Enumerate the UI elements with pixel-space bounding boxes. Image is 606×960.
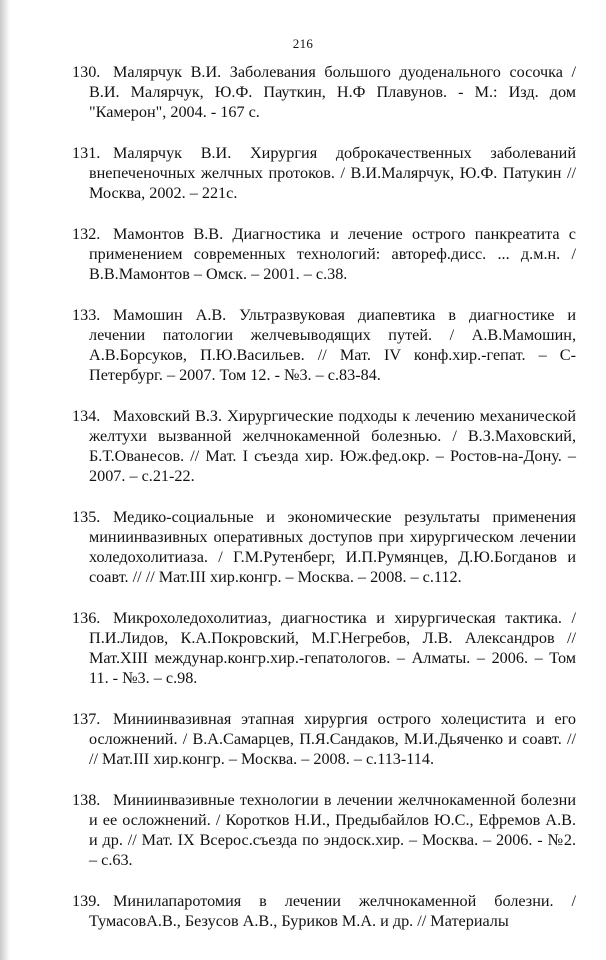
reference-number: 137.: [72, 710, 101, 728]
reference-item: [72, 507, 576, 587]
reference-item: [72, 790, 576, 870]
reference-text: Минилапаротомия в лечении желчнокаменной болезни. / ТумасовА.В., Безусов А.В., Буриков М.А. и др. // Материалы: [89, 892, 576, 930]
reference-text: Мамонтов В.В. Диагностика и лечение острого панкреатита с применением современных технологий: автореф.дисс. ... д.м.н. / В.В.Мамонтов – Омск. – 2001. – с.38.: [89, 225, 576, 283]
reference-text: Маховский В.З. Хирургические подходы к лечению механической желтухи вызванной желчнокаменной болезнью. / В.З.Маховский, Б.Т.Ованесов. // Мат. I съезда хир. Юж.фед.окр. – Ростов-на-Дону. – 2007. – с.21-22.: [89, 407, 576, 485]
reference-item: [72, 709, 576, 769]
reference-number: 131.: [72, 144, 101, 162]
reference-item: [72, 406, 576, 486]
reference-item: [72, 62, 576, 122]
reference-text: Микрохоледохолитиаз, диагностика и хирургическая тактика. / П.И.Лидов, К.А.Покровский, М.Г.Негребов, Л.В. Александров // Мат.XIII междунар.конгр.хир.-гепатологов. – Алматы. – 2006. – Том 11. - №3. – с.98.: [89, 609, 576, 687]
reference-text: Малярчук В.И. Заболевания большого дуоденального сосочка / В.И. Малярчук, Ю.Ф. Пауткин, Н.Ф Плавунов. - М.: Изд. дом "Камерон", 2004. - 167 с.: [89, 63, 576, 121]
reference-item: [72, 891, 576, 931]
reference-number: 136.: [72, 609, 101, 627]
reference-text: Миниинвазивные технологии в лечении желчнокаменной болезни и ее осложнений. / Коротков Н.И., Предыбайлов Ю.С., Ефремов А.В. и др. // Мат. IX Всерос.съезда по эндоск.хир. – Москва. – 2006. - №2. – с.63.: [89, 791, 576, 869]
reference-number: 139.: [72, 892, 101, 910]
reference-item: [72, 224, 576, 284]
reference-text: Мамошин А.В. Ультразвуковая диапевтика в диагностике и лечении патологии желчевыводящих путей. / А.В.Мамошин, А.В.Борсуков, П.Ю.Васильев. // Мат. IV конф.хир.-гепат. – С-Петербург. – 2007. Том 12. - №3. – с.83-84.: [89, 306, 576, 384]
reference-text: Малярчук В.И. Хирургия доброкачественных заболеваний внепеченочных желчных протоков. / В.И.Малярчук, Ю.Ф. Патукин // Москва, 2002. – 221с.: [89, 144, 576, 202]
reference-list: [72, 62, 576, 952]
reference-number: 134.: [72, 407, 101, 425]
reference-number: 133.: [72, 306, 101, 324]
reference-item: [72, 305, 576, 385]
page-edge-shadow: [0, 0, 10, 960]
reference-number: 132.: [72, 225, 101, 243]
reference-number: 138.: [72, 791, 101, 809]
reference-item: [72, 608, 576, 688]
page-number: 216: [292, 36, 314, 51]
reference-number: 130.: [72, 63, 101, 81]
reference-item: [72, 143, 576, 203]
reference-text: Медико-социальные и экономические результаты применения миниинвазивных оперативных доступов при хирургическом лечении холедохолитиаза. / Г.М.Рутенберг, И.П.Румянцев, Д.Ю.Богданов и соавт. // // Мат.III хир.конгр. – Москва. – 2008. – с.112.: [89, 508, 576, 586]
reference-number: 135.: [72, 508, 101, 526]
reference-text: Миниинвазивная этапная хирургия острого холецистита и его осложнений. / В.А.Самарцев, П.Я.Сандаков, М.И.Дьяченко и соавт. // // Мат.III хир.конгр. – Москва. – 2008. – с.113-114.: [89, 710, 576, 768]
